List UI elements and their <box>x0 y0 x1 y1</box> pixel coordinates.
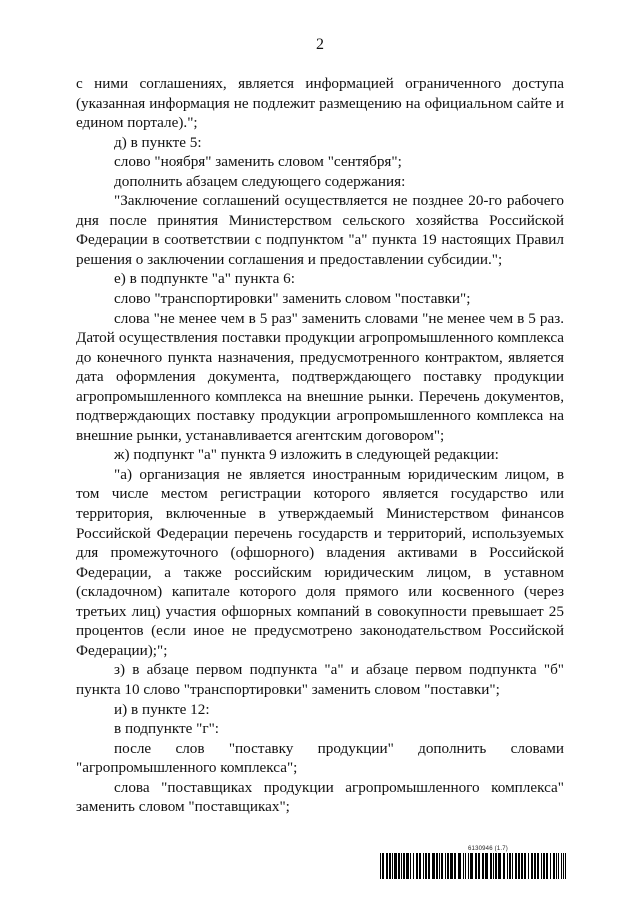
paragraph: в подпункте "г": <box>114 720 220 738</box>
paragraph: с ними соглашениях, является информацией ограниченного доступа (указанная информация не подлежит размещению на официальном сайте и едином портале)."; <box>76 75 564 132</box>
paragraph: и) в пункте 12: <box>114 700 210 718</box>
paragraph: ж) подпункт "а" пункта 9 изложить в следующей редакции: <box>114 446 499 464</box>
paragraph: "Заключение соглашений осуществляется не позднее 20-го рабочего дня после принятия Министерством сельского хозяйства Российской Федерации в соответствии с подпунктом "а" пункта 19 настоящих Правил решения о заключении соглашения и предоставлении субсидии."; <box>76 192 564 268</box>
barcode-icon <box>380 853 566 879</box>
document-body <box>76 74 564 817</box>
paragraph: слово "ноября" заменить словом "сентября"; <box>114 153 402 171</box>
page-number: 2 <box>316 36 324 53</box>
paragraph: д) в пункте 5: <box>114 133 202 151</box>
paragraph: слова "не менее чем в 5 раз" заменить словами "не менее чем в 5 раз. Датой осуществления поставки продукции агропромышленного комплекса до конечного пункта назначения, предусмотренного контрактом, является дата оформления документа, подтверждающего поставку продукции агропромышленного комплекса на внешние рынки. Перечень документов, подтверждающих поставку продукции агропромышленного комплекса на внешние рынки, устанавливается агентским договором"; <box>76 309 564 444</box>
paragraph: после слов "поставку продукции" дополнить словами "агропромышленного комплекса"; <box>76 739 564 777</box>
paragraph: "а) организация не является иностранным юридическим лицом, в том числе местом регистрации которого является государство или территория, включенные в утверждаемый Министерством финансов Российской Федерации перечень государств и территорий, используемых для промежуточного (офшорного) владения активами в Российской Федерации, а также российским юридическим лицом, в уставном (складочном) капитале которого доля прямого или косвенного (через третьих лиц) участия офшорных компаний в совокупности превышает 25 процентов (если иное не предусмотрено законодательством Российской Федерации);"; <box>76 465 564 659</box>
document-code: 6130946 (1.7) <box>468 846 508 852</box>
paragraph: слова "поставщиках продукции агропромышленного комплекса" заменить словом "поставщиках"; <box>76 778 564 816</box>
paragraph: слово "транспортировки" заменить словом "поставки"; <box>114 290 471 308</box>
paragraph: дополнить абзацем следующего содержания: <box>114 172 406 190</box>
paragraph: з) в абзаце первом подпункта "а" и абзаце первом подпункта "б" пункта 10 слово "транспортировки" заменить словом "поставки"; <box>76 661 564 698</box>
paragraph: е) в подпункте "а" пункта 6: <box>114 270 295 288</box>
